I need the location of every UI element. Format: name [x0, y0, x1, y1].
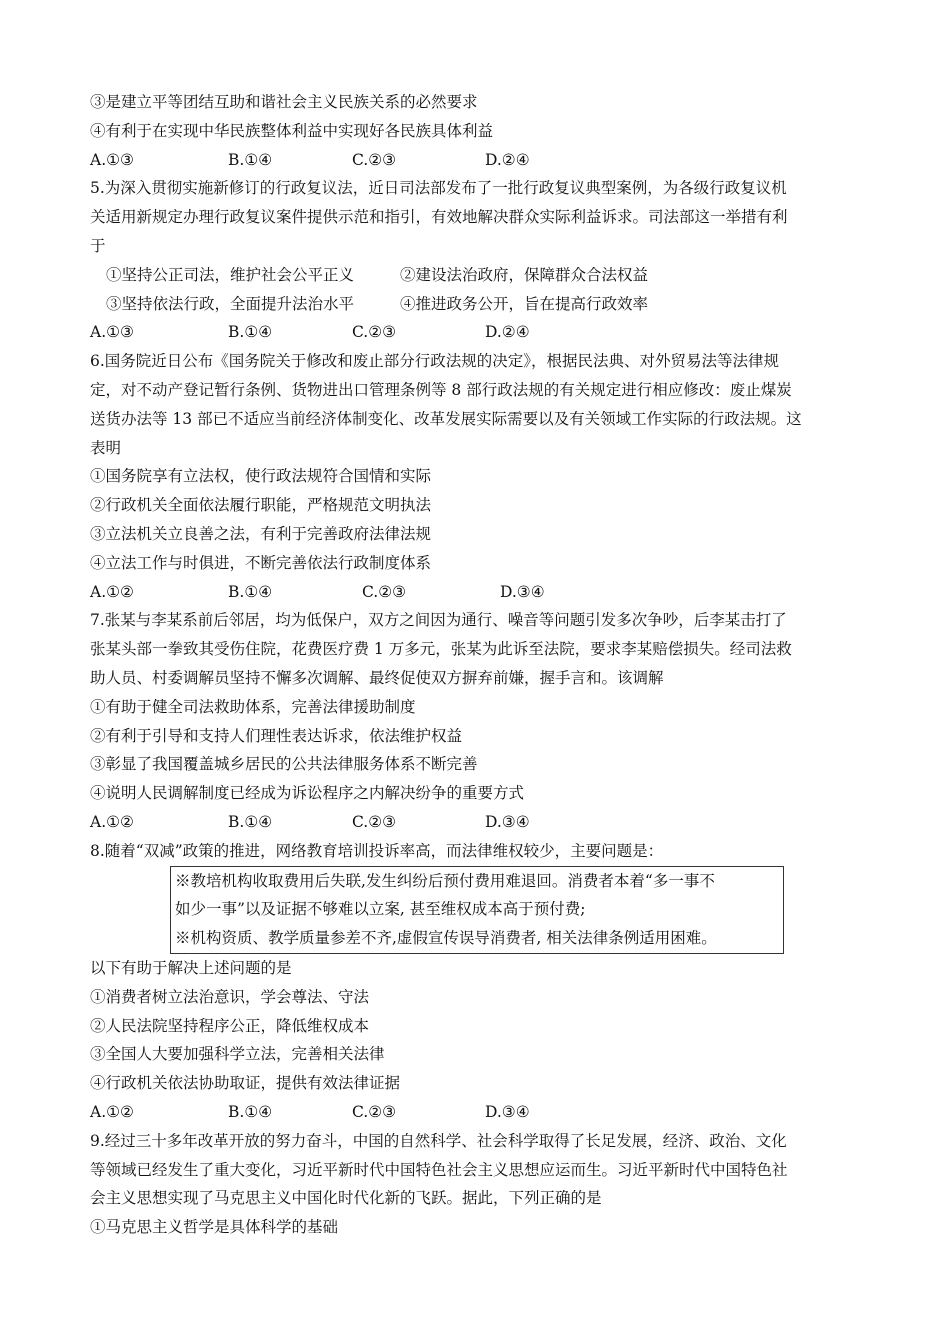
q7-item-3: ③彰显了我国覆盖城乡居民的公共法律服务体系不断完善	[90, 755, 478, 774]
q7-item-2: ②有利于引导和支持人们理性表达诉求，依法维护权益	[90, 726, 463, 745]
q8-item-1: ①消费者树立法治意识，学会尊法、守法	[90, 987, 370, 1006]
q9-item-1: ①马克思主义哲学是具体科学的基础	[90, 1218, 339, 1237]
q8-item-3: ③全国人大要加强科学立法，完善相关法律	[90, 1045, 385, 1064]
q6-stem-line: 送货办法等 13 部已不适应当前经济体制变化、改革发展实际需要以及有关领域工作实际的行政法规。这	[90, 409, 802, 428]
q6-option-a[interactable]: A.①②	[90, 582, 134, 601]
q8-option-d[interactable]: D.③④	[485, 1103, 530, 1121]
q7-option-b[interactable]: B.①④	[228, 812, 273, 831]
q4-option-c[interactable]: C.②③	[352, 150, 397, 169]
q6-stem-line: 定，对不动产登记暂行条例、货物进出口管理条例等 8 部行政法规的有关规定进行相应修改：废止煤炭	[90, 380, 792, 399]
q5-option-d[interactable]: D.②④	[485, 323, 530, 342]
q4-option-b[interactable]: B.①④	[228, 150, 273, 169]
q7-item-1: ①有助于健全司法救助体系，完善法律援助制度	[90, 697, 416, 716]
question-7	[90, 606, 860, 836]
q5-item-2: ②建设法治政府，保障群众合法权益	[400, 265, 649, 284]
q8-question: 以下有助于解决上述问题的是	[90, 959, 292, 978]
q8-option-c[interactable]: C.②③	[352, 1103, 397, 1121]
q7-option-a[interactable]: A.①②	[90, 812, 134, 831]
q8-option-a[interactable]: A.①②	[90, 1103, 134, 1121]
q6-item-2: ②行政机关全面依法履行职能，严格规范文明执法	[90, 496, 432, 515]
q8-option-b[interactable]: B.①④	[228, 1103, 273, 1121]
q5-option-c[interactable]: C.②③	[352, 323, 397, 342]
q7-option-d[interactable]: D.③④	[485, 812, 530, 831]
question-8	[90, 837, 860, 1127]
q6-option-b[interactable]: B.①④	[228, 582, 273, 601]
q6-options	[90, 578, 860, 607]
q6-item-1: ①国务院享有立法权，使行政法规符合国情和实际	[90, 467, 432, 486]
q9-stem-line: 等领域已经发生了重大变化，习近平新时代中国特色社会主义思想应运而生。习近平新时代中国特色社	[90, 1160, 788, 1179]
q5-stem-line: 于	[90, 236, 106, 255]
q7-options	[90, 808, 860, 837]
exam-page	[90, 88, 860, 1242]
q5-items-row-2	[90, 290, 860, 319]
q4-option-d[interactable]: D.②④	[485, 150, 530, 169]
q4-option-a[interactable]: A.①③	[90, 150, 134, 169]
q8-options	[90, 1098, 860, 1127]
q5-item-3: ③坚持依法行政，全面提升法治水平	[106, 294, 355, 313]
q7-stem-line: 张某头部一拳致其受伤住院，花费医疗费 1 万多元，张某为此诉至法院，要求李某赔偿损失。经司法救	[90, 640, 792, 659]
q5-items-row-1	[90, 261, 860, 290]
q6-stem-line: 6.国务院近日公布《国务院关于修改和废止部分行政法规的决定》，根据民法典、对外贸易法等法律规	[90, 352, 780, 371]
q6-item-4: ④立法工作与时俱进，不断完善依法行政制度体系	[90, 553, 432, 572]
question-6	[90, 347, 860, 606]
q4-item-3: ③是建立平等团结互助和谐社会主义民族关系的必然要求	[90, 93, 478, 111]
q4-item-4: ④有利于在实现中华民族整体利益中实现好各民族具体利益	[90, 121, 494, 140]
q5-option-a[interactable]: A.①③	[90, 323, 134, 342]
q5-stem-line: 关适用新规定办理行政复议案件提供示范和指引，有效地解决群众实际利益诉求。司法部这一举措有利	[90, 208, 788, 227]
q5-stem-line: 5.为深入贯彻实施新修订的行政复议法，近日司法部发布了一批行政复议典型案例，为各级行政复议机	[90, 179, 787, 198]
q7-stem-line: 助人员、村委调解员坚持不懈多次调解、最终促使双方摒弃前嫌，握手言和。该调解	[90, 668, 664, 687]
q9-stem-line: 会主义思想实现了马克思主义中国化时代化新的飞跃。据此，下列正确的是	[90, 1189, 602, 1208]
q4-options	[90, 146, 860, 175]
q5-options	[90, 318, 860, 347]
q9-stem-line: 9.经过三十多年改革开放的努力奋斗，中国的自然科学、社会科学取得了长足发展，经济、政治、文化	[90, 1131, 787, 1150]
q8-stem: 8.随着“双减”政策的推进，网络教育培训投诉率高，而法律维权较少，主要问题是：	[90, 841, 664, 860]
q7-item-4: ④说明人民调解制度已经成为诉讼程序之内解决纷争的重要方式	[90, 784, 525, 803]
q5-option-b[interactable]: B.①④	[228, 323, 273, 342]
q5-item-1: ①坚持公正司法，维护社会公平正义	[106, 265, 355, 284]
q6-option-c[interactable]: C.②③	[362, 582, 407, 601]
q8-item-4: ④行政机关依法协助取证，提供有效法律证据	[90, 1074, 401, 1093]
q8-material-box	[170, 866, 784, 955]
question-4-tail	[90, 88, 860, 174]
q6-item-3: ③立法机关立良善之法，有利于完善政府法律法规	[90, 524, 432, 543]
q8-box-line: ※教培机构收取费用后失联,发生纠纷后预付费用难退回。消费者本着“多一事不	[175, 871, 715, 890]
q6-stem-line: 表明	[90, 438, 122, 457]
q7-stem-line: 7.张某与李某系前后邻居，均为低保户，双方之间因为通行、噪音等问题引发多次争吵，后李某击打了	[90, 611, 787, 630]
question-5	[90, 174, 860, 347]
question-9	[90, 1127, 860, 1242]
q8-item-2: ②人民法院坚持程序公正，降低维权成本	[90, 1016, 370, 1035]
q5-item-4: ④推进政务公开，旨在提高行政效率	[400, 294, 649, 313]
q8-box-line: 如少一事”以及证据不够难以立案, 甚至维权成本高于预付费;	[175, 900, 586, 919]
q6-option-d[interactable]: D.③④	[500, 582, 545, 601]
q7-option-c[interactable]: C.②③	[352, 812, 397, 831]
q8-box-line: ※机构资质、教学质量参差不齐,虚假宣传误导消费者, 相关法律条例适用困难。	[175, 928, 717, 947]
